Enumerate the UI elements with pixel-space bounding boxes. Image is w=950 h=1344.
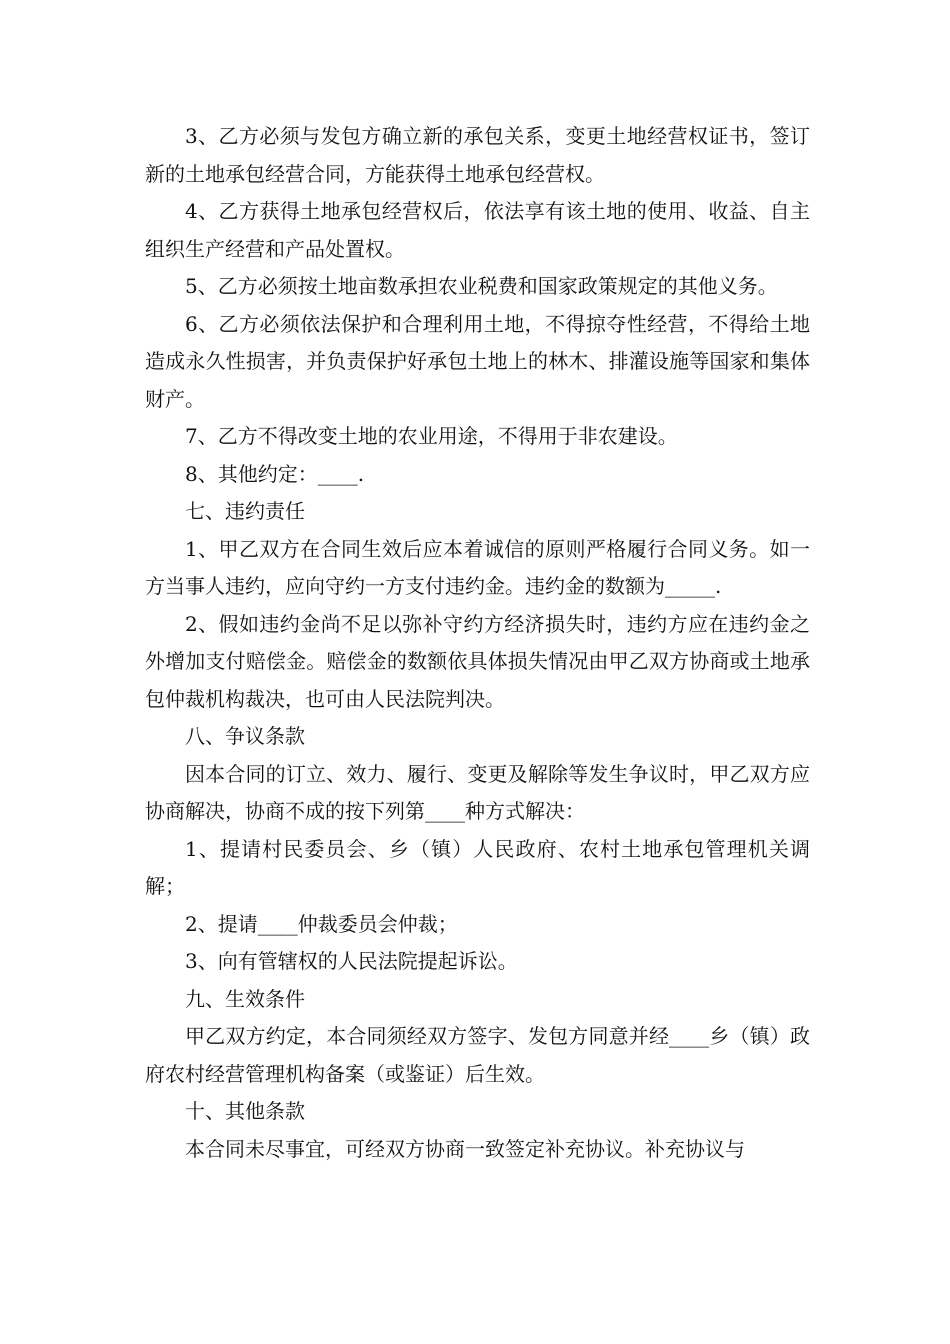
contract-body [145, 118, 810, 1168]
clause-paragraph: 5、乙方必须按土地亩数承担农业税费和国家政策规定的其他义务。 [185, 274, 778, 298]
clause-paragraph: 本合同未尽事宜，可经双方协商一致签定补充协议。补充协议与 [185, 1136, 745, 1161]
clause-paragraph: 1、提请村民委员会、乡（镇）人民政府、农村土地承包管理机关调解； [145, 836, 810, 898]
clause-paragraph: 3、向有管辖权的人民法院提起诉讼。 [185, 949, 518, 973]
clause-paragraph: 1、甲乙双方在合同生效后应本着诚信的原则严格履行合同义务。如一方当事人违约，应向守约一方支付违约金。违约金的数额为_____. [145, 536, 810, 598]
clause-paragraph: 因本合同的订立、效力、履行、变更及解除等发生争议时，甲乙双方应协商解决，协商不成的按下列第____种方式解决： [145, 761, 810, 823]
clause-paragraph: 3、乙方必须与发包方确立新的承包关系，变更土地经营权证书，签订新的土地承包经营合同，方能获得土地承包经营权。 [145, 124, 810, 186]
clause-paragraph: 2、假如违约金尚不足以弥补守约方经济损失时，违约方应在违约金之外增加支付赔偿金。赔偿金的数额依具体损失情况由甲乙双方协商或土地承包仲裁机构裁决，也可由人民法院判决。 [145, 611, 810, 711]
section-heading-effective-conditions: 九、生效条件 [185, 986, 305, 1011]
clause-paragraph: 甲乙双方约定，本合同须经双方签字、发包方同意并经____乡（镇）政府农村经营管理机构备案（或鉴证）后生效。 [145, 1024, 810, 1086]
clause-paragraph: 2、提请____仲裁委员会仲裁； [185, 911, 458, 936]
clause-paragraph: 4、乙方获得土地承包经营权后，依法享有该土地的使用、收益、自主组织生产经营和产品处置权。 [145, 199, 810, 261]
section-heading-dispute: 八、争议条款 [185, 724, 305, 748]
section-heading-other-terms: 十、其他条款 [185, 1099, 305, 1123]
clause-paragraph: 7、乙方不得改变土地的农业用途，不得用于非农建设。 [185, 424, 678, 448]
section-heading-breach-liability: 七、违约责任 [185, 499, 305, 523]
clause-paragraph: 6、乙方必须依法保护和合理利用土地，不得掠夺性经营，不得给土地造成永久性损害，并负责保护好承包土地上的林木、排灌设施等国家和集体财产。 [145, 311, 810, 411]
clause-paragraph: 8、其他约定：____. [185, 461, 365, 486]
